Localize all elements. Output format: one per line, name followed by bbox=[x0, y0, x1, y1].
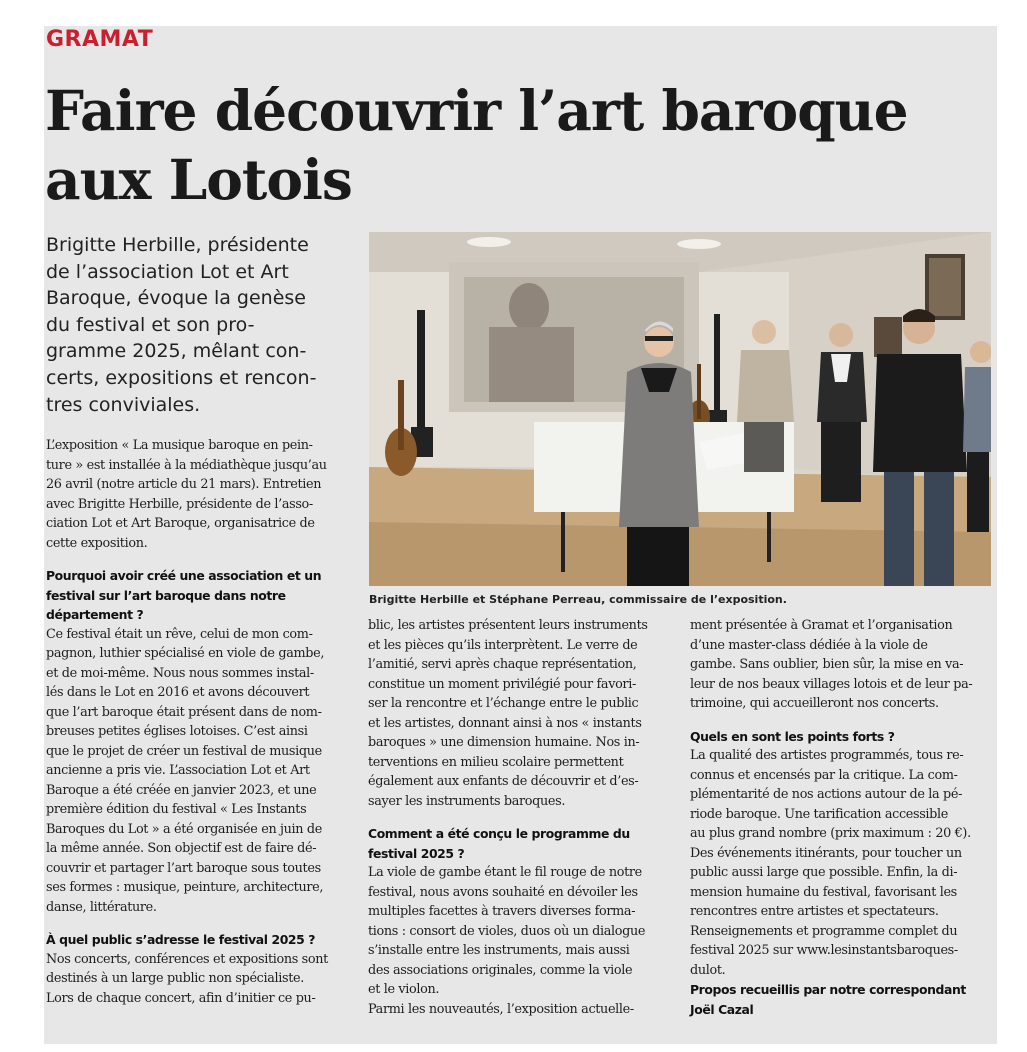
lead-line: certs, expositions et rencon- bbox=[46, 366, 317, 389]
text-line: gambe. Sans oublier, bien sûr, la mise en va- bbox=[690, 657, 964, 672]
text-line: Baroque a été créée en janvier 2023, et une bbox=[46, 782, 317, 798]
text-line: tions : consort de violes, duos où un dialogue bbox=[368, 923, 646, 939]
text-line: festival, nous avons souhaité en dévoiler les bbox=[368, 884, 638, 900]
text-line: dulot. bbox=[690, 962, 726, 978]
text-line: première édition du festival « Les Instants bbox=[46, 802, 307, 817]
spacer bbox=[46, 917, 346, 930]
question-heading: festival sur l’art baroque dans notre bbox=[46, 587, 286, 603]
text-line: connus et encensés par la critique. La com- bbox=[690, 767, 958, 783]
text-line: et de moi-même. Nous nous sommes instal- bbox=[46, 665, 314, 681]
text-line: ser la rencontre et l’échange entre le public bbox=[368, 696, 639, 711]
text-line: d’une master-class dédiée à la viole de bbox=[690, 637, 928, 653]
article-headline bbox=[45, 76, 985, 214]
text-line: breuses petites églises lotoises. C’est ainsi bbox=[46, 724, 308, 739]
text-line: riode baroque. Une tarification accessible bbox=[690, 806, 948, 822]
text-line: terventions en milieu scolaire permettent bbox=[368, 754, 624, 770]
text-line: l’amitié, servi après chaque représentation, bbox=[368, 657, 637, 672]
text-line: La viole de gambe étant le fil rouge de notre bbox=[368, 865, 642, 880]
text-line: cette exposition. bbox=[46, 535, 148, 551]
headline-line-2: aux Lotois bbox=[45, 147, 352, 212]
question-heading: département ? bbox=[46, 607, 144, 622]
text-line: Ce festival était un rêve, celui de mon com- bbox=[46, 626, 313, 642]
article-column-3 bbox=[690, 616, 992, 1019]
text-line: également aux enfants de découvrir et d’es- bbox=[368, 774, 639, 789]
text-line: baroques » une dimension humaine. Nos in- bbox=[368, 735, 640, 750]
text-line: Parmi les nouveautés, l’exposition actuelle- bbox=[368, 1001, 634, 1017]
text-line: multiples facettes à travers diverses forma- bbox=[368, 904, 636, 919]
text-line: L’exposition « La musique baroque en pein- bbox=[46, 438, 313, 453]
text-line: danse, littérature. bbox=[46, 899, 157, 915]
text-line: festival 2025 sur www.lesinstantsbaroques- bbox=[690, 943, 958, 958]
lead-line: Baroque, évoque la genèse bbox=[46, 287, 306, 310]
question-heading: Comment a été conçu le programme du bbox=[368, 826, 630, 841]
question-heading: À quel public s’adresse le festival 2025 ? bbox=[46, 932, 316, 947]
spacer bbox=[690, 714, 992, 727]
text-line: la même année. Son objectif est de faire dé- bbox=[46, 841, 317, 856]
text-line: constitue un moment privilégié pour favori- bbox=[368, 676, 636, 692]
text-line: et les artistes, donnant ainsi à nos « instants bbox=[368, 715, 642, 731]
question-heading: festival 2025 ? bbox=[368, 845, 465, 861]
text-line: La qualité des artistes programmés, tous re- bbox=[690, 748, 964, 763]
signature-name: Joël Cazal bbox=[690, 1001, 754, 1017]
lead-line: tres conviviales. bbox=[46, 393, 201, 416]
text-line: s’installe entre les instruments, mais aussi bbox=[368, 943, 630, 958]
lead-line: gramme 2025, mêlant con- bbox=[46, 340, 307, 363]
text-line: blic, les artistes présentent leurs instruments bbox=[368, 618, 648, 633]
text-line: Lors de chaque concert, afin d’initier ce pu- bbox=[46, 990, 316, 1006]
text-line: ancienne a pris vie. L’association Lot et Art bbox=[46, 763, 310, 778]
section-label: GRAMAT bbox=[46, 27, 154, 52]
signature-line: Propos recueillis par notre correspondant bbox=[690, 982, 966, 997]
spacer bbox=[368, 811, 670, 824]
text-line: avec Brigitte Herbille, présidente de l’asso- bbox=[46, 496, 313, 512]
text-line: rencontres entre artistes et spectateurs. bbox=[690, 904, 939, 919]
lead-line: Brigitte Herbille, présidente bbox=[46, 234, 309, 256]
text-line: ses formes : musique, peinture, architecture, bbox=[46, 880, 324, 895]
article-column-1 bbox=[46, 436, 346, 1008]
text-line: et le violon. bbox=[368, 982, 440, 997]
lead-line: du festival et son pro- bbox=[46, 313, 255, 336]
text-line: mension humaine du festival, favorisant les bbox=[690, 884, 957, 900]
text-line: sayer les instruments baroques. bbox=[368, 793, 566, 809]
text-line: au plus grand nombre (prix maximum : 20 €). bbox=[690, 826, 971, 841]
text-line: Des événements itinérants, pour toucher un bbox=[690, 845, 962, 861]
question-heading: Quels en sont les points forts ? bbox=[690, 728, 895, 744]
text-line: pagnon, luthier spécialisé en viole de gambe, bbox=[46, 646, 325, 661]
text-line: que le projet de créer un festival de musique bbox=[46, 743, 322, 759]
text-line: destinés à un large public non spécialiste. bbox=[46, 971, 304, 986]
text-line: Renseignements et programme complet du bbox=[690, 923, 958, 939]
text-line: couvrir et partager l’art baroque sous toutes bbox=[46, 860, 321, 876]
text-line: public aussi large que possible. Enfin, la di- bbox=[690, 865, 958, 880]
article-photo bbox=[369, 232, 991, 586]
exhibition-room-image bbox=[369, 232, 991, 586]
text-line: ment présentée à Gramat et l’organisation bbox=[690, 618, 953, 633]
text-line: ciation Lot et Art Baroque, organisatrice de bbox=[46, 516, 315, 531]
article-lead bbox=[46, 232, 351, 418]
text-line: plémentarité de nos actions autour de la pé- bbox=[690, 787, 963, 802]
photo-caption: Brigitte Herbille et Stéphane Perreau, commissaire de l’exposition. bbox=[369, 593, 787, 606]
text-line: 26 avril (notre article du 21 mars). Entretien bbox=[46, 477, 322, 492]
headline-line-1: Faire découvrir l’art baroque bbox=[45, 78, 908, 143]
text-line: Nos concerts, conférences et expositions sont bbox=[46, 951, 328, 967]
question-heading: Pourquoi avoir créé une association et un bbox=[46, 568, 322, 583]
spacer bbox=[46, 553, 346, 566]
article-column-2 bbox=[368, 616, 670, 1019]
text-line: trimoine, qui accueilleront nos concerts. bbox=[690, 696, 939, 711]
text-line: ture » est installée à la médiathèque jusqu’au bbox=[46, 457, 327, 473]
text-line: Baroques du Lot » a été organisée en juin de bbox=[46, 821, 322, 837]
text-line: des associations originales, comme la viole bbox=[368, 962, 633, 978]
text-line: lés dans le Lot en 2016 et avons découvert bbox=[46, 685, 310, 700]
text-line: et les pièces qu’ils interprètent. Le verre de bbox=[368, 637, 638, 653]
text-line: leur de nos beaux villages lotois et de leur pa- bbox=[690, 676, 973, 692]
lead-line: de l’association Lot et Art bbox=[46, 260, 289, 283]
text-line: que l’art baroque était présent dans de nom- bbox=[46, 704, 322, 720]
